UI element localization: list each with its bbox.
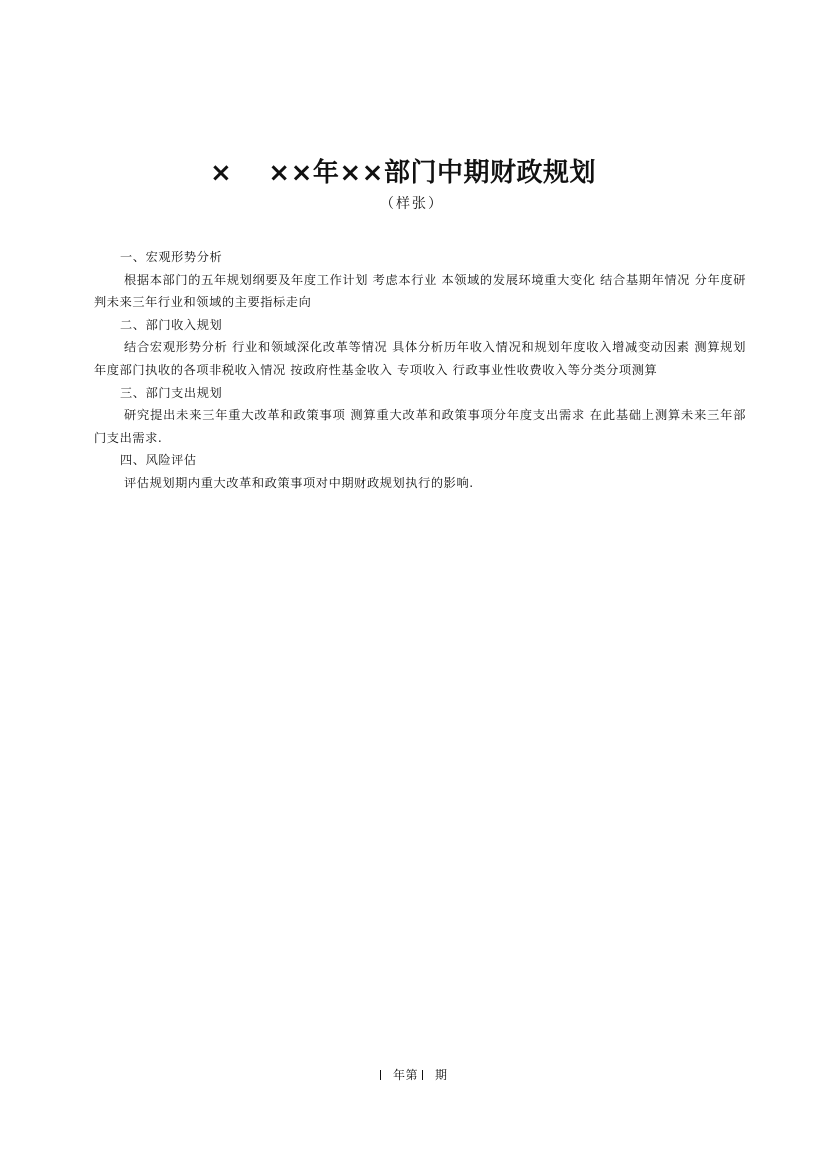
section-body-macro: 根据本部门的五年规划纲要及年度工作计划 考虑本行业 本领域的发展环境重大变化 结合基期年情况 分年度研判未来三年行业和领域的主要指标走向 <box>94 272 746 310</box>
section-heading-risk: 四、风险评估 <box>120 453 197 468</box>
document-body <box>94 246 746 495</box>
footer-bar-left <box>380 1070 381 1080</box>
document-subtitle: （样张） <box>380 196 444 212</box>
section-body-risk: 评估规划期内重大改革和政策事项对中期财政规划执行的影响. <box>124 475 474 490</box>
footer-year-label: 年第 <box>393 1068 419 1082</box>
section-body-expenditure: 研究提出未来三年重大改革和政策事项 测算重大改革和政策事项分年度支出需求 在此基础上测算未来三年部门支出需求. <box>94 408 746 445</box>
section-heading-macro: 一、宏观形势分析 <box>120 250 223 264</box>
page-footer <box>380 1066 448 1083</box>
footer-issue-label: 期 <box>435 1068 448 1082</box>
section-body-revenue: 结合宏观形势分析 行业和领域深化改革等情况 具体分析历年收入情况和规划年度收入增减变动因素 测算规划年度部门执收的各项非税收入情况 按政府性基金收入 专项收入 行政事业性收费收入等分类分项测算 <box>94 340 746 377</box>
section-heading-revenue: 二、部门收入规划 <box>120 317 223 332</box>
footer-bar-right <box>422 1070 423 1080</box>
document-title <box>210 152 670 189</box>
title-text: ××年××部门中期财政规划 <box>268 158 596 188</box>
section-heading-expenditure: 三、部门支出规划 <box>120 385 223 400</box>
title-leading-mark: × <box>210 158 233 188</box>
